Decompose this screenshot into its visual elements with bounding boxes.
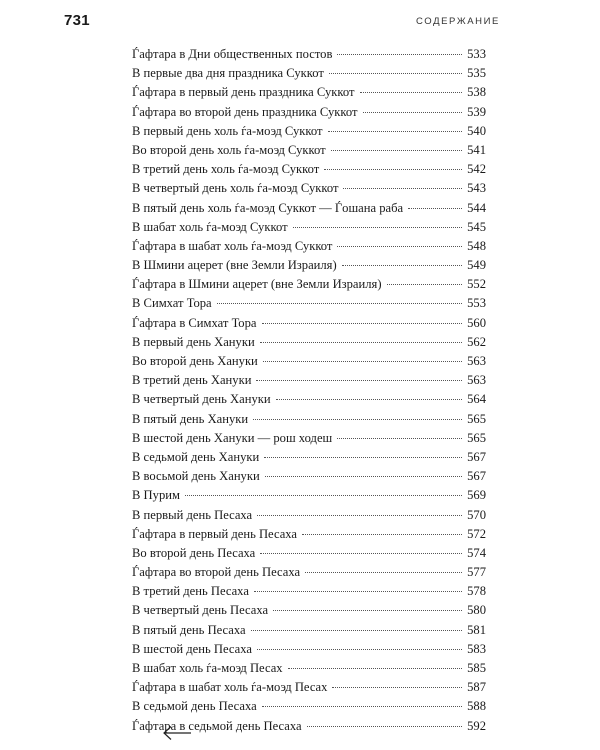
toc-entry-page-number: 549 [467, 258, 486, 273]
dot-leader [263, 361, 462, 362]
toc-entry-page-number: 538 [467, 85, 486, 100]
toc-entry-label: В Симхат Тора [132, 296, 212, 311]
toc-entry-page-number: 548 [467, 238, 486, 253]
toc-entry-page-number: 539 [467, 104, 486, 119]
toc-entry-label: В первый день Песаха [132, 507, 253, 522]
toc-entry[interactable] [132, 373, 486, 392]
toc-entry-page-number: 567 [467, 449, 486, 464]
toc-entry-page-number: 553 [467, 296, 486, 311]
toc-entry-label: В пятый день Песаха [132, 622, 246, 637]
toc-entry-page-number: 570 [467, 507, 486, 522]
dot-leader [253, 419, 462, 420]
dot-leader [328, 131, 463, 132]
dot-leader [262, 323, 463, 324]
toc-entry-label: Ѓафтара в Дни общественных постов [132, 47, 333, 61]
dot-leader [332, 687, 462, 688]
toc-entry-page-number: 562 [467, 334, 486, 349]
toc-entry[interactable] [132, 162, 486, 181]
toc-entry-label: В восьмой день Хануки [132, 469, 260, 484]
toc-entry[interactable] [132, 412, 486, 431]
toc-entry-label: Ѓафтара в Шмини ацерет (вне Земли Израиля) [132, 277, 382, 292]
toc-entry-page-number: 545 [467, 219, 486, 234]
dot-leader [302, 534, 462, 535]
toc-entry-page-number: 544 [467, 200, 486, 215]
toc-entry[interactable] [132, 392, 486, 411]
toc-entry[interactable] [132, 105, 486, 124]
toc-entry-label: Во второй день холь ѓа-моэд Суккот [132, 142, 326, 157]
toc-entry[interactable] [132, 124, 486, 143]
dot-leader [305, 572, 462, 573]
toc-entry-page-number: 563 [467, 354, 486, 368]
toc-entry[interactable] [132, 201, 486, 220]
dot-leader [337, 54, 462, 55]
toc-entry[interactable] [132, 527, 486, 546]
toc-entry-label: В первый день Хануки [132, 334, 255, 349]
toc-entry[interactable] [132, 47, 486, 66]
toc-entry-page-number: 552 [467, 277, 486, 292]
dot-leader [276, 399, 462, 400]
dot-leader [337, 438, 462, 439]
toc-entry-label: Ѓафтара в Симхат Тора [132, 315, 257, 330]
back-arrow-icon[interactable] [162, 725, 192, 741]
toc-entry[interactable] [132, 354, 486, 373]
toc-entry[interactable] [132, 546, 486, 565]
dot-leader [260, 342, 462, 343]
toc-entry-label: В седьмой день Песаха [132, 699, 257, 714]
toc-entry-page-number: 543 [467, 181, 486, 196]
toc-entry-label: Ѓафтара в седьмой день Песаха [132, 718, 302, 733]
toc-entry-page-number: 572 [467, 526, 486, 541]
toc-entry[interactable] [132, 488, 486, 507]
toc-entry-page-number: 580 [467, 603, 486, 618]
toc-entry[interactable] [132, 680, 486, 699]
toc-entry-label: В пятый день Хануки [132, 411, 249, 426]
toc-entry-label: В пятый день холь ѓа-моэд Суккот — Ѓошана раба [132, 200, 404, 215]
toc-entry-label: В шестой день Песаха [132, 641, 252, 656]
section-title: СОДЕРЖАНИЕ [416, 16, 500, 27]
toc-entry-label: В третий день Песаха [132, 584, 249, 599]
toc-entry-label: Ѓафтара в шабат холь ѓа-моэд Песах [132, 680, 328, 695]
toc-entry[interactable] [132, 143, 486, 162]
toc-entry-page-number: 567 [467, 469, 486, 484]
toc-entry-page-number: 581 [467, 622, 486, 637]
toc-entry-label: В четвертый день холь ѓа-моэд Суккот [132, 181, 339, 196]
toc-entry-page-number: 583 [467, 641, 486, 656]
toc-entry-label: Ѓафтара во второй день Песаха [132, 565, 301, 580]
toc-entry-label: Во второй день Песаха [132, 545, 256, 560]
dot-leader [307, 726, 463, 727]
dot-leader [329, 73, 462, 74]
toc-entry-label: В Пурим [132, 488, 180, 503]
toc-entry[interactable] [132, 642, 486, 661]
toc-entry[interactable] [132, 258, 486, 277]
dot-leader [288, 668, 463, 669]
dot-leader [360, 92, 463, 93]
toc-entry[interactable] [132, 66, 486, 85]
toc-entry[interactable] [132, 220, 486, 239]
toc-entry-page-number: 587 [467, 680, 486, 695]
toc-entry-page-number: 533 [467, 47, 486, 61]
toc-entry-page-number: 565 [467, 430, 486, 445]
toc-entry[interactable] [132, 450, 486, 469]
dot-leader [273, 610, 462, 611]
toc-entry-label: В первый день холь ѓа-моэд Суккот [132, 123, 323, 138]
dot-leader [256, 380, 462, 381]
dot-leader [387, 284, 463, 285]
toc-entry[interactable] [132, 277, 486, 296]
dot-leader [257, 515, 462, 516]
toc-entry[interactable] [132, 239, 486, 258]
toc-entry-label: В четвертый день Песаха [132, 603, 269, 618]
toc-entry-label: Ѓафтара во второй день праздника Суккот [132, 104, 358, 119]
toc-entry-page-number: 592 [467, 718, 486, 733]
page-number: 731 [64, 12, 90, 29]
toc-entry-page-number: 542 [467, 162, 486, 177]
toc-entry[interactable] [132, 316, 486, 335]
toc-entry[interactable] [132, 181, 486, 200]
toc-entry-page-number: 564 [467, 392, 486, 407]
toc-entry[interactable] [132, 335, 486, 354]
dot-leader [293, 227, 463, 228]
dot-leader [185, 495, 462, 496]
toc-entry-page-number: 569 [467, 488, 486, 503]
toc-entry-label: В седьмой день Хануки [132, 449, 260, 464]
toc-entry-page-number: 560 [467, 315, 486, 330]
toc-entry[interactable] [132, 603, 486, 622]
dot-leader [262, 706, 462, 707]
dot-leader [408, 208, 462, 209]
toc-entry[interactable] [132, 623, 486, 642]
dot-leader [343, 188, 462, 189]
toc-entry-label: В шабат холь ѓа-моэд Суккот [132, 219, 288, 234]
dot-leader [331, 150, 462, 151]
toc-entry[interactable] [132, 699, 486, 718]
toc-entry-page-number: 565 [467, 411, 486, 426]
toc-entry-page-number: 541 [467, 142, 486, 157]
dot-leader [265, 476, 462, 477]
dot-leader [260, 553, 462, 554]
dot-leader [342, 265, 462, 266]
toc-entry-label: В четвертый день Хануки [132, 392, 271, 407]
toc-entry[interactable] [132, 296, 486, 315]
toc-entry-label: Во второй день Хануки [132, 354, 258, 368]
toc-entry[interactable] [132, 85, 486, 104]
dot-leader [257, 649, 462, 650]
toc-entry[interactable] [132, 508, 486, 527]
toc-entry[interactable] [132, 565, 486, 584]
toc-entry-label: Ѓафтара в первый день Песаха [132, 526, 298, 541]
toc-entry[interactable] [132, 661, 486, 680]
toc-entry-label: В третий день холь ѓа-моэд Суккот [132, 162, 320, 177]
dot-leader [363, 112, 463, 113]
toc-entry[interactable] [132, 469, 486, 488]
toc-entry-page-number: 588 [467, 699, 486, 714]
dot-leader [264, 457, 462, 458]
toc-entry-label: В первые два дня праздника Суккот [132, 66, 324, 81]
toc-entry-page-number: 574 [467, 545, 486, 560]
table-of-contents [132, 47, 486, 738]
toc-entry-page-number: 578 [467, 584, 486, 599]
dot-leader [254, 591, 462, 592]
dot-leader [337, 246, 462, 247]
toc-entry-label: Ѓафтара в первый день праздника Суккот [132, 85, 355, 100]
dot-leader [251, 630, 462, 631]
toc-entry-label: В Шмини ацерет (вне Земли Израиля) [132, 258, 337, 273]
toc-entry-label: В третий день Хануки [132, 373, 252, 388]
toc-entry-page-number: 540 [467, 123, 486, 138]
toc-entry-page-number: 535 [467, 66, 486, 81]
dot-leader [324, 169, 462, 170]
toc-entry[interactable] [132, 431, 486, 450]
toc-entry-label: В шестой день Хануки — рош ходеш [132, 430, 333, 445]
toc-entry-label: Ѓафтара в шабат холь ѓа-моэд Суккот [132, 238, 333, 253]
toc-entry-page-number: 585 [467, 661, 486, 675]
toc-entry-page-number: 577 [467, 565, 486, 580]
dot-leader [217, 303, 462, 304]
toc-entry[interactable] [132, 584, 486, 603]
toc-entry-label: В шабат холь ѓа-моэд Песах [132, 661, 283, 675]
toc-entry-page-number: 563 [467, 373, 486, 388]
